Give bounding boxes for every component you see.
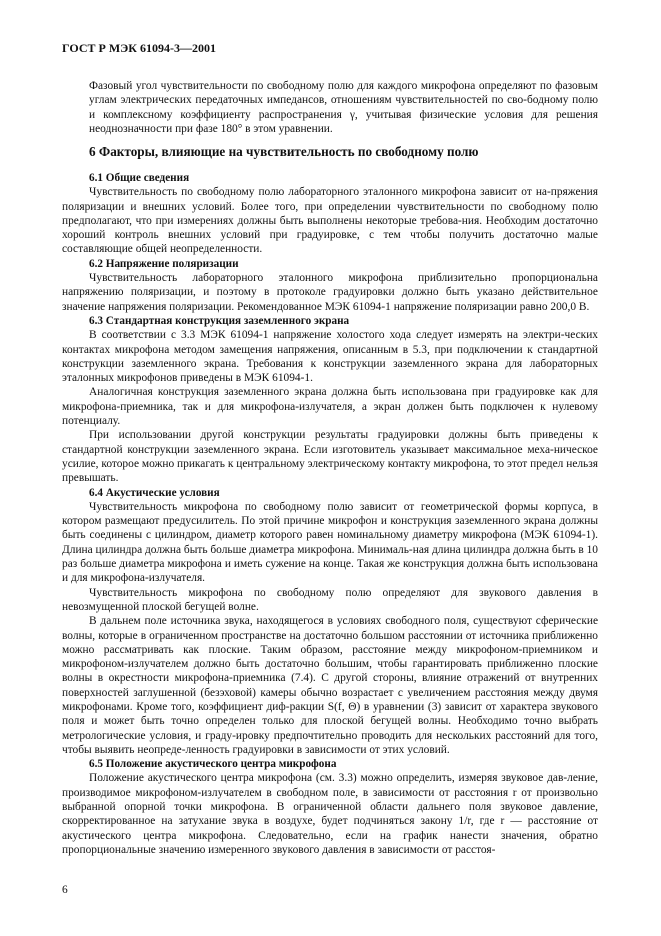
document-header: ГОСТ Р МЭК 61094-3—2001 — [62, 41, 216, 55]
subsection-title-6-2: 6.2 Напряжение поляризации — [89, 257, 239, 270]
paragraph-6-3-c: При использовании другой конструкции результаты градуировки должны быть приведены к стандартной конструкции заземленного экрана. Если изготовитель указывает максимальное меха-ническое усилие, которое можно прикагать к центральному электрическому контакту микрофона, то этот предел нельзя превышать. — [62, 429, 598, 485]
subsection-title-6-4: 6.4 Акустические условия — [89, 486, 220, 499]
paragraph-6-5: Положение акустического центра микрофона (см. 3.3) можно определить, измеряя звуковое дав-ление, производимое микрофоном-излучателем в свободном поле, в зависимости от расстояния r от произвольно выбранной опорной точки микрофона. В ограниченной области дальнего поля звуковое давление, скорректированное на затухание звука в воздухе, будет подчиняться закону 1/r, где r — расстояние от акустического центра микрофона. Следовательно, если на график нанести значения, обратно пропорциональные значению измеренного звукового давления в зависимости от расстоя- — [62, 772, 598, 856]
paragraph-6-4-a: Чувствительность микрофона по свободному полю зависит от геометрической формы корпуса, в котором размещают предусилитель. По этой причине микрофон и конструкция заземленного экрана должны быть соединены с цилиндром, диаметр которого равен номинальному диаметру микрофона (МЭК 61094-1). Длина цилиндра должна быть больше диаметра микрофона. Минималь-ная длина цилиндра должна быть в 10 раз больше диаметра микрофона и иметь сужение на конце. Такая же конструкция должна быть использована и для микрофона-излучателя. — [62, 500, 598, 585]
page-number: 6 — [62, 884, 68, 896]
intro-paragraph: Фазовый угол чувствительности по свободному полю для каждого микрофона определяют по фазовым углам электрических передаточных импедансов, отношениям чувствительностей по сво-бодному полю и комплексному коэффициенту распространения γ, учитывая физические условия для решения неоднозначности при фазе 180° в этом уравнении. — [89, 80, 598, 135]
paragraph-6-4-c: В дальнем поле источника звука, находящегося в условиях свободного поля, существуют сферические волны, которые в ограниченном пространстве на достаточно большом расстоянии от источника приближенно можно рассматривать как плоские. Таким образом, расстояние между микрофоном-приемником и микрофоном-излучателем должно быть достаточно большим, чтобы гарантировать приближенно плоские волны в окрестности микрофона-приемника (7.4). С другой стороны, влияние отражений от внутренних поверхностей заглушенной (безэховой) камеры обычно возрастает с увеличением расстояния между двумя микрофонами. Кроме того, коэффициент диф-ракции S(f, Θ) в уравнении (3) зависит от характера звукового поля и может быть точно определен только для плоской бегущей волны. Необходимо точно выбрать метрологические условия, и граду-ировку предпочтительно проводить для нескольких расстояний для того, чтобы выявить неопреде-ленность градуировки в зависимости от этих условий. — [62, 615, 598, 756]
section-body — [62, 171, 598, 857]
subsection-title-6-1: 6.1 Общие сведения — [89, 172, 190, 184]
paragraph-6-4-b: Чувствительность микрофона по свободному полю определяют для звукового давления в невозмущенной плоской бегущей волне. — [62, 586, 598, 613]
section-title: 6 Факторы, влияющие на чувствительность по свободному полю — [89, 144, 479, 159]
subsection-title-6-5: 6.5 Положение акустического центра микрофона — [89, 758, 337, 771]
intro-block — [89, 79, 598, 136]
subsection-title-6-3: 6.3 Стандартная конструкция заземленного экрана — [89, 314, 350, 327]
paragraph-6-2: Чувствительность лабораторного эталонного микрофона приблизительно пропорциональна напряжению поляризации, и поэтому в протоколе градуировки должно быть указано действительное значение напряжения поляризации. Рекомендованное МЭК 61094-1 напряжение поляризации равно 200,0 В. — [62, 272, 598, 313]
paragraph-6-1: Чувствительность по свободному полю лабораторного эталонного микрофона зависит от на-пряжения поляризации и внешних условий. Более того, при определении чувствительности по свободному полю предполагают, что при измерениях должны быть выполнены некоторые требова-ния. Необходим достаточно хороший контроль внешних условий при градуировке, с тем чтобы получить достаточно малые составляющие общей неопределенности. — [62, 186, 598, 256]
paragraph-6-3-a: В соответствии с 3.3 МЭК 61094-1 напряжение холостого хода следует измерять на электри-ческих контактах микрофона методом замещения напряжения, описанным в 5.3, при подключении к стандартной конструкции заземленного экрана. Требования к конструкции заземленного экрана для лабораторных эталонных микрофонов приведены в МЭК 61094-1. — [62, 329, 598, 385]
paragraph-6-3-b: Аналогичная конструкция заземленного экрана должна быть использована при градуировке как для микрофона-приемника, так и для микрофона-излучателя, а экран должен быть подключен к нулевому потенциалу. — [62, 386, 598, 428]
